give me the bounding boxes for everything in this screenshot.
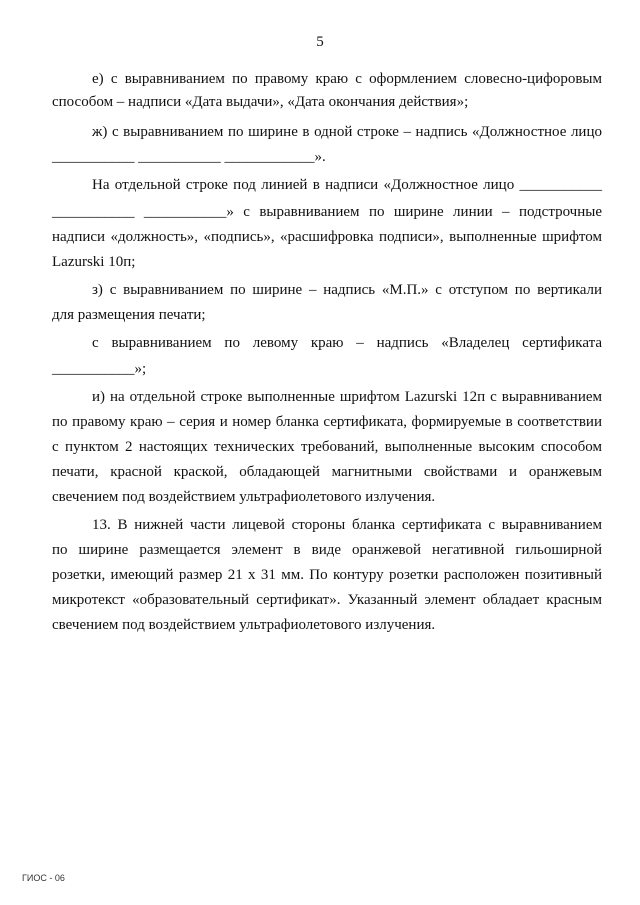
page-number: 5 bbox=[316, 34, 324, 50]
item-v-line-2: ___________»; bbox=[52, 361, 147, 377]
item-i-line-2: по правому краю – серия и номер бланка сертификата, формируемые в соответствии bbox=[52, 414, 602, 430]
item-i-line-5: свечением под воздействием ультрафиолетового излучения. bbox=[52, 489, 436, 505]
item-i-line-4: печати, красной краской, обладающей магнитными свойствами и оранжевым bbox=[52, 464, 602, 480]
footer-code: ГИОС - 06 bbox=[22, 873, 65, 883]
item-i-line-1: и) на отдельной строке выполненные шрифтом Lazurski 12п с выравниванием bbox=[92, 389, 602, 405]
item-e-line-1: е) с выравниванием по правому краю с оформлением словесно-цифоровым bbox=[92, 71, 602, 87]
item-e-line-2: способом – надписи «Дата выдачи», «Дата окончания действия»; bbox=[52, 94, 469, 110]
section-13-line-5: свечением под воздействием ультрафиолетового излучения. bbox=[52, 617, 436, 633]
section-13-line-4: микротекст «образовательный сертификат». Указанный элемент обладает красным bbox=[52, 592, 602, 608]
item-zh-line-1: ж) с выравниванием по ширине в одной строке – надпись «Должностное лицо bbox=[92, 124, 602, 140]
item-zh-line-2: ___________ ___________ ____________». bbox=[52, 149, 326, 165]
paragraph-line-2: ___________ ___________» с выравниванием по ширине линии – подстрочные bbox=[52, 204, 602, 220]
item-z-line-1: з) с выравниванием по ширине – надпись «М.П.» с отступом по вертикали bbox=[92, 282, 602, 298]
item-z-line-2: для размещения печати; bbox=[52, 307, 206, 323]
section-13-line-2: по ширине размещается элемент в виде оранжевой негативной гильоширной bbox=[52, 542, 602, 558]
section-13-line-1: 13. В нижней части лицевой стороны бланка сертификата с выравниванием bbox=[92, 517, 602, 533]
section-13-line-3: розетки, имеющий размер 21 x 31 мм. По контуру розетки расположен позитивный bbox=[52, 567, 602, 583]
paragraph-line-3: надписи «должность», «подпись», «расшифровка подписи», выполненные шрифтом bbox=[52, 229, 602, 245]
paragraph-line-1: На отдельной строке под линией в надписи «Должностное лицо ___________ bbox=[92, 177, 602, 193]
item-v-line-1: с выравниванием по левому краю – надпись «Владелец сертификата bbox=[92, 335, 602, 351]
item-i-line-3: с пунктом 2 настоящих технических требований, выполненные высоким способом bbox=[52, 439, 602, 455]
paragraph-line-4: Lazurski 10п; bbox=[52, 254, 136, 270]
